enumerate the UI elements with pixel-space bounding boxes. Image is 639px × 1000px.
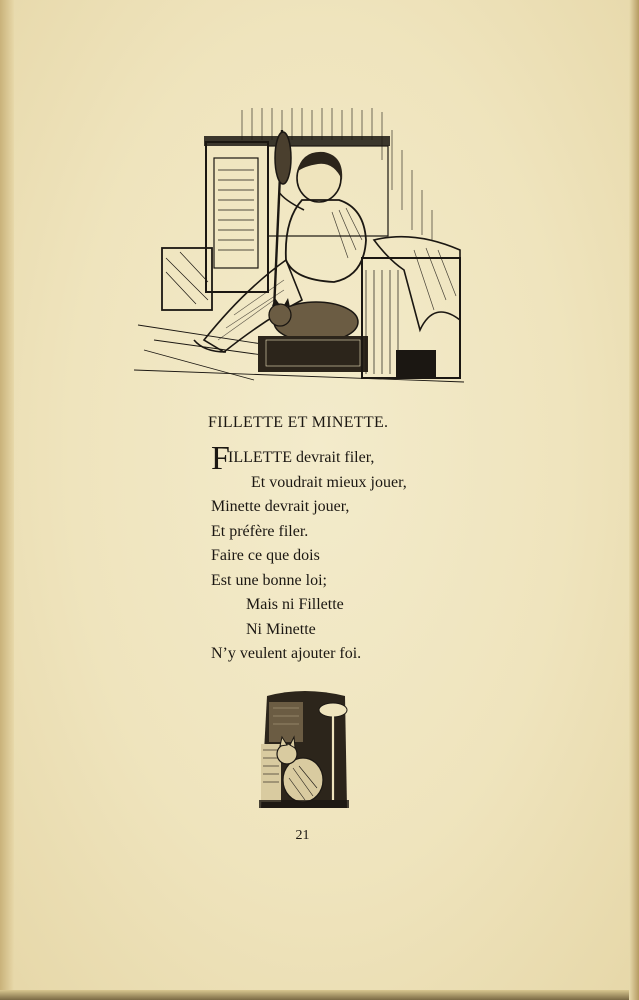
poem-line-8: Ni Minette (246, 620, 316, 638)
page-number: 21 (295, 828, 310, 843)
poem-line-5: Faire ce que dois (211, 547, 320, 564)
poem-line-4: Et préfère filer. (211, 522, 309, 540)
poem-line-2: Et voudrait mieux jouer, (251, 473, 407, 491)
drop-cap: F (211, 440, 230, 477)
poem-line-1-text: ILLETTE devrait filer, (228, 449, 375, 466)
poem-line-7: Mais ni Fillette (246, 596, 344, 613)
poem-line-1 (211, 440, 407, 477)
girl-spinning-illustration-icon (134, 100, 468, 390)
poem-text (211, 440, 407, 667)
poem-title: FILLETTE ET MINETTE. (208, 414, 389, 431)
cat-vignette-illustration-icon (255, 688, 353, 812)
page-bottom-edge (0, 990, 639, 1000)
poem-line-9: N’y veulent ajouter foi. (211, 645, 362, 662)
poem-line-6: Est une bonne loi; (211, 571, 327, 589)
poem-line-3: Minette devrait jouer, (211, 498, 350, 515)
